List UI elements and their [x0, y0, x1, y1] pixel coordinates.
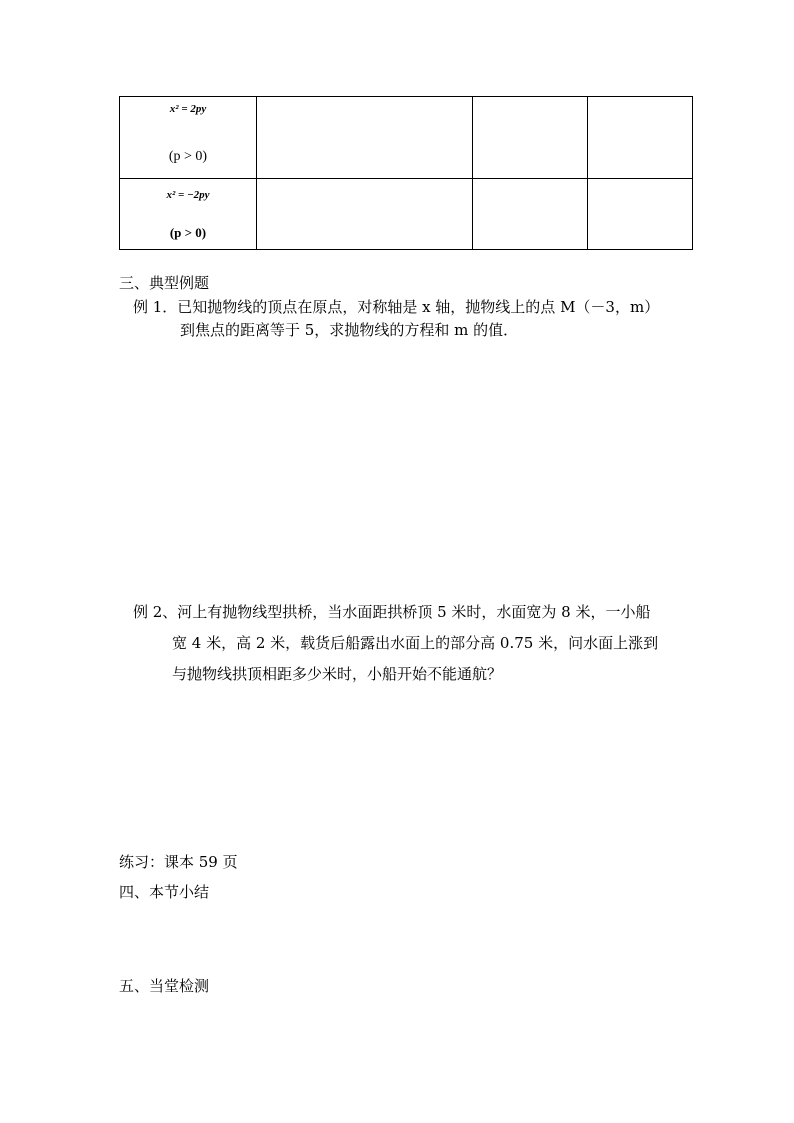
table-row	[120, 97, 693, 179]
example-2-line-3: 与抛物线拱顶相距多少米时，小船开始不能通航？	[172, 665, 503, 683]
parabola-properties-table	[119, 96, 693, 250]
example-1-line-1: 例 1．已知抛物线的顶点在原点，对称轴是 x 轴，抛物线上的点 M（－3，m）	[133, 298, 660, 316]
example-2-line-2: 宽 4 米，高 2 米，载货后船露出水面上的部分高 0.75 米，问水面上涨到	[172, 634, 659, 652]
condition-text: (p > 0)	[169, 225, 207, 240]
table-cell	[257, 97, 473, 179]
table-cell	[588, 179, 693, 250]
practice-line: 练习：课本 59 页	[119, 853, 238, 871]
table-cell-equation	[120, 179, 257, 250]
condition-text: (p > 0)	[168, 149, 208, 164]
table-cell	[257, 179, 473, 250]
table-cell	[473, 179, 588, 250]
section-heading-4: 四、本节小结	[119, 883, 210, 901]
equation-text: x² = 2py	[169, 103, 207, 115]
equation-text: x² = −2py	[166, 189, 210, 201]
example-1-line-2: 到焦点的距离等于 5，求抛物线的方程和 m 的值．	[180, 321, 519, 339]
section-heading-5: 五、当堂检测	[119, 977, 210, 995]
table-cell	[588, 97, 693, 179]
section-heading-3: 三、典型例题	[119, 274, 210, 292]
table-row	[120, 179, 693, 250]
table-cell-equation	[120, 97, 257, 179]
table-cell	[473, 97, 588, 179]
example-2-line-1: 例 2、河上有抛物线型拱桥，当水面距拱桥顶 5 米时，水面宽为 8 米，一小船	[133, 603, 651, 621]
